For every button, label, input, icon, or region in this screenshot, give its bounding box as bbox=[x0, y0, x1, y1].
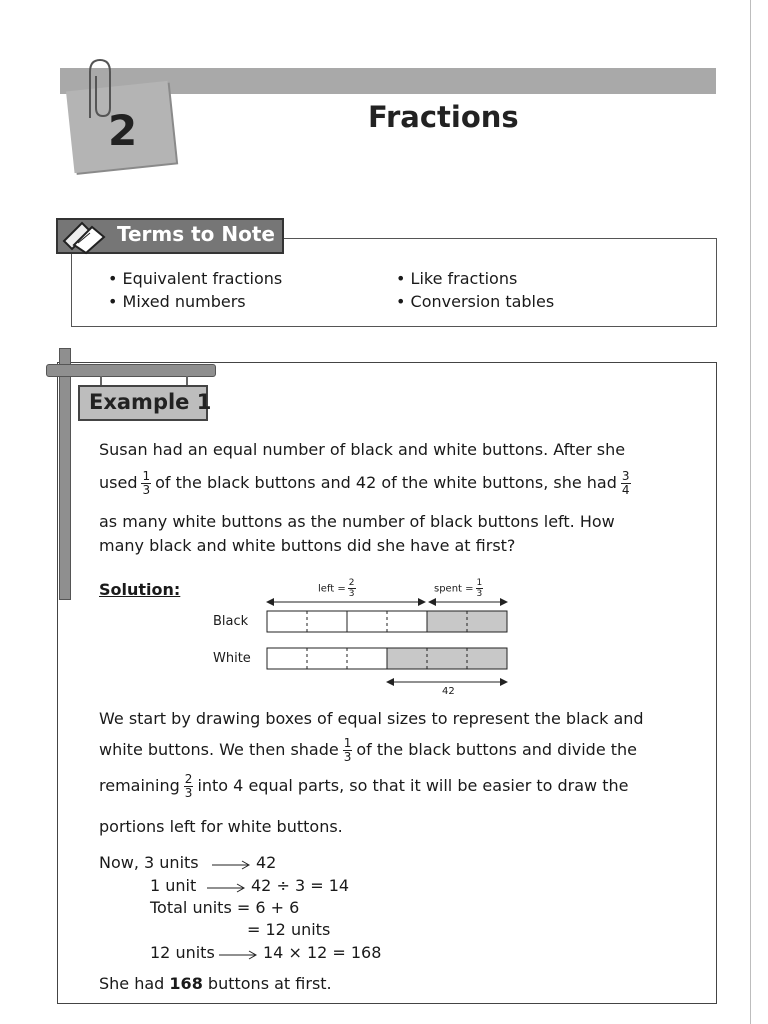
white-shaded bbox=[387, 648, 507, 669]
example-label: Example 1 bbox=[89, 390, 212, 414]
open-book-icon bbox=[60, 215, 112, 255]
work-row-1-value: 42 bbox=[256, 853, 277, 872]
black-shaded bbox=[427, 611, 507, 632]
implies-arrow bbox=[212, 860, 252, 870]
term-item: • Equivalent fractions bbox=[108, 269, 283, 288]
page-edge bbox=[750, 0, 751, 1024]
implies-arrow bbox=[219, 950, 259, 960]
fraction: $\frac{1}{3}$ bbox=[142, 469, 151, 497]
bottom-label: 42 bbox=[442, 686, 455, 697]
white-label: White bbox=[213, 651, 251, 666]
problem-line-1: Susan had an equal number of black and white buttons. After she bbox=[99, 440, 626, 459]
implies-arrow bbox=[207, 883, 247, 893]
work-row-4: = 12 units bbox=[247, 920, 331, 939]
signpost-arm bbox=[46, 364, 216, 377]
answer-line: She had 168 buttons at first. bbox=[99, 974, 332, 993]
term-item: • Conversion tables bbox=[396, 292, 555, 311]
chapter-title: Fractions bbox=[368, 100, 519, 134]
fraction: $\frac{2}{3}$ bbox=[184, 772, 193, 800]
chapter-number: 2 bbox=[108, 106, 138, 155]
explanation-line-4: portions left for white buttons. bbox=[99, 817, 343, 836]
term-item: • Like fractions bbox=[396, 269, 518, 288]
left-label: left = $\frac{2}{3}$ bbox=[318, 578, 355, 599]
work-row-5: 12 units bbox=[150, 943, 215, 962]
signpost-post bbox=[59, 348, 71, 600]
fraction: $\frac{3}{4}$ bbox=[621, 469, 630, 497]
terms-heading: Terms to Note bbox=[117, 222, 275, 246]
explanation-line-1: We start by drawing boxes of equal sizes to represent the black and bbox=[99, 709, 644, 728]
paperclip-icon bbox=[78, 56, 118, 126]
spent-label: spent = $\frac{1}{3}$ bbox=[434, 578, 483, 599]
work-row-2: 1 unit bbox=[150, 876, 197, 895]
problem-line-2: used $\frac{1}{3}$ of the black buttons and 42 of the white buttons, she had $\frac{3}{4}$ bbox=[99, 469, 630, 497]
explanation-line-2: white buttons. We then shade $\frac{1}{3}$ of the black buttons and divide the bbox=[99, 736, 638, 764]
problem-line-4: many black and white buttons did she have at first? bbox=[99, 536, 516, 555]
work-row-2-value: 42 ÷ 3 = 14 bbox=[251, 876, 350, 895]
work-row-5-value: 14 × 12 = 168 bbox=[263, 943, 382, 962]
fraction: $\frac{1}{3}$ bbox=[343, 736, 352, 764]
work-row-1: Now, 3 units bbox=[99, 853, 199, 872]
black-label: Black bbox=[213, 614, 249, 629]
explanation-line-3: remaining $\frac{2}{3}$ into 4 equal parts, so that it will be easier to draw the bbox=[99, 772, 629, 800]
problem-line-3: as many white buttons as the number of black buttons left. How bbox=[99, 512, 615, 531]
solution-label: Solution: bbox=[99, 580, 181, 599]
term-item: • Mixed numbers bbox=[108, 292, 246, 311]
work-row-3: Total units = 6 + 6 bbox=[150, 898, 300, 917]
